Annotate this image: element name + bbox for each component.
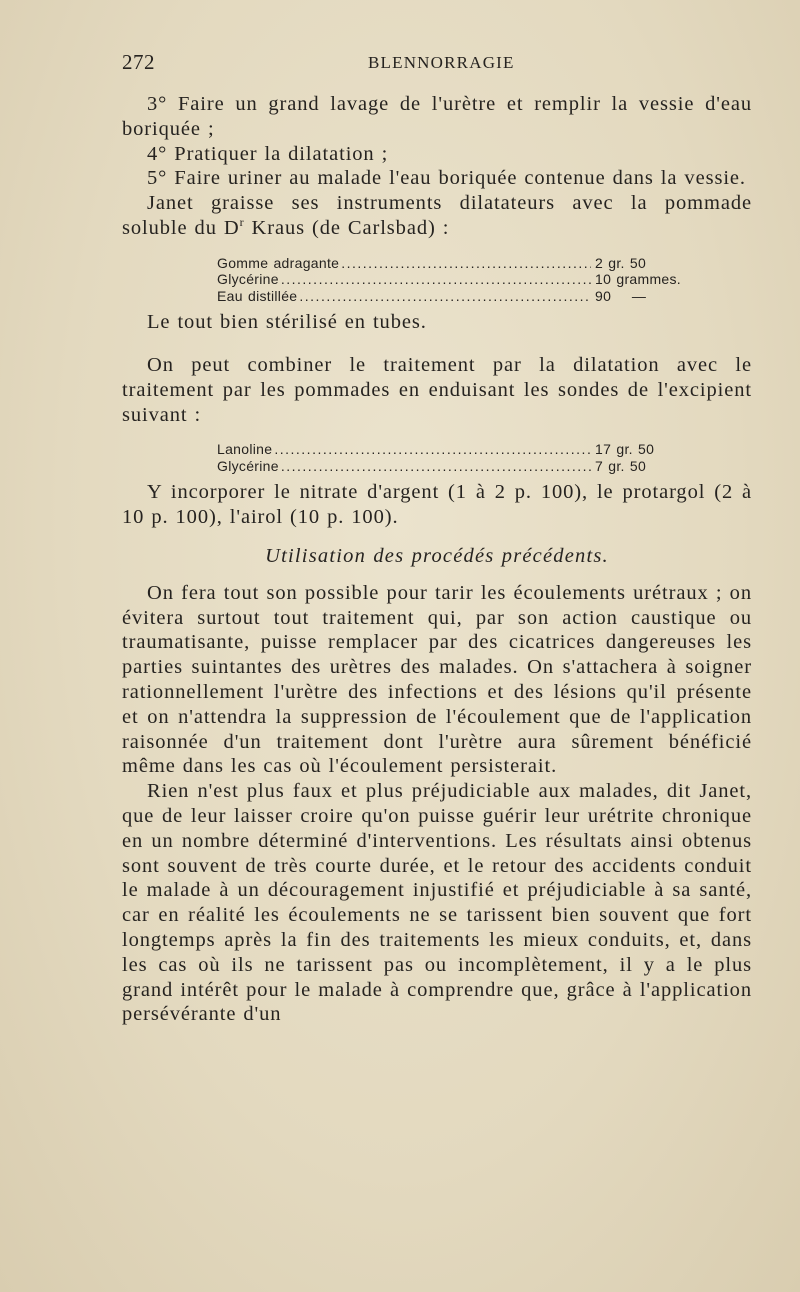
combiner-paragraph: On peut combiner le traitement par la dilatation avec le traitement par les pommades en enduisant les sondes de l'excipient suivant : xyxy=(122,354,752,426)
janet-text-after: Kraus (de Carlsbad) : xyxy=(244,216,450,239)
recipe-excipient xyxy=(217,441,687,474)
ingredient-name: Glycérine xyxy=(217,271,279,288)
recipe-pommade xyxy=(217,255,687,305)
rien-paragraph: Rien n'est plus faux et plus préjudiciable aux malades, dit Janet, que de leur laisser croire qu'on puisse guérir leur urétrite chronique en un nombre déterminé d'interventions. Les résultats ainsi obtenus sont souvent de très courte durée, et le retour des accidents conduit le malade à un découragement injustifié et préjudiciable à sa santé, car en réalité les écoulements ne se tarissent bien souvent que fort longtemps après la fin des traitements les mieux conduits, et, dans les cas où ils ne tarissent pas ou incomplètement, il y a le plus grand intérêt pour le malade à comprendre que, grâce à l'application persévérante d'un xyxy=(122,780,752,1026)
step-4-paragraph: 4° Pratiquer la dilatation ; xyxy=(147,142,389,165)
leader-dots xyxy=(274,441,591,458)
ingredient-name: Eau distillée xyxy=(217,287,298,304)
ingredient-name: Glycérine xyxy=(217,457,279,474)
section-heading: Utilisation des procédés précédents. xyxy=(265,545,609,568)
recipe-row xyxy=(217,271,687,288)
recipe-row xyxy=(217,458,687,475)
ingredient-quantity: 90 — xyxy=(595,287,647,304)
running-head xyxy=(122,50,752,76)
ingredient-name: Gomme adragante xyxy=(217,254,340,271)
ingredient-name: Lanoline xyxy=(217,441,273,458)
janet-text-before: Janet graisse ses instruments dilatateurs avec la pommade soluble du D xyxy=(122,192,752,239)
recipe-row xyxy=(217,441,687,458)
recipe-row xyxy=(217,288,687,305)
running-title: BLENNORRAGIE xyxy=(368,53,515,72)
fera-paragraph: On fera tout son possible pour tarir les écoulements urétraux ; on évitera surtout tout traitement qui, par son action caustique ou traumatisante, puisse remplacer par des cicatrices dangereuses les parties suintantes des urètres des malades. On s'attachera à soigner rationnellement l'urètre des infections et des lésions qu'il présente et on n'attendra la suppression de l'écoulement que de l'application raisonnée d'un traitement dont l'urètre aura sûrement bénéficié même dans les cas où l'écoulement persisterait. xyxy=(122,581,752,778)
step-3-paragraph: 3° Faire un grand lavage de l'urètre et remplir la vessie d'eau boriquée ; xyxy=(122,93,752,140)
sterilise-paragraph: Le tout bien stérilisé en tubes. xyxy=(147,311,427,334)
leader-dots xyxy=(299,288,591,305)
ingredient-quantity: 10 grammes. xyxy=(595,271,681,288)
ingredient-quantity: 2 gr. 50 xyxy=(595,254,647,271)
body-text xyxy=(122,92,752,1027)
step-5-paragraph: 5° Faire uriner au malade l'eau boriquée contenue dans la vessie. xyxy=(147,167,746,190)
recipe-row xyxy=(217,255,687,272)
incorporer-paragraph: Y incorporer le nitrate d'argent (1 à 2 p. 100), le protargol (2 à 10 p. 100), l'airol (10 p. 100). xyxy=(122,481,752,529)
ingredient-quantity: 17 gr. 50 xyxy=(595,441,655,458)
leader-dots xyxy=(281,458,591,475)
leader-dots xyxy=(281,271,591,288)
page-number: 272 xyxy=(122,50,155,74)
ingredient-quantity: 7 gr. 50 xyxy=(595,457,647,474)
janet-paragraph xyxy=(122,191,752,241)
paragraph-gap xyxy=(122,335,752,353)
leader-dots xyxy=(341,255,591,272)
janet-text-sup: r xyxy=(239,215,245,230)
